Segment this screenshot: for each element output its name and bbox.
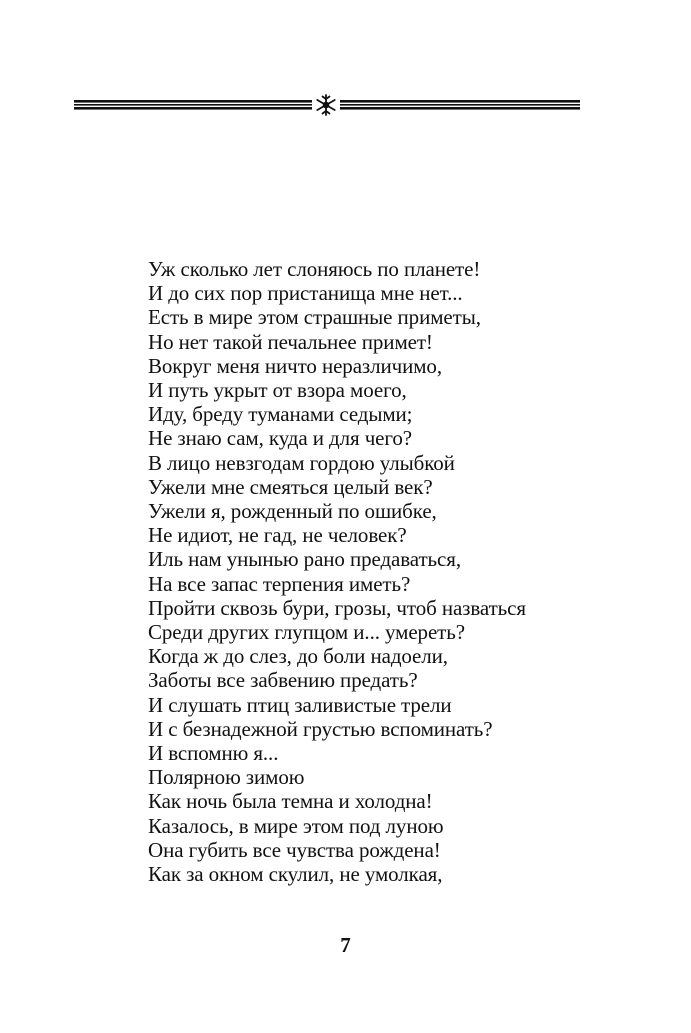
poem-line: Когда ж до слез, до боли надоели, xyxy=(148,644,448,669)
snowflake-ornament-icon xyxy=(317,95,334,115)
poem-line: Иду, бреду туманами седыми; xyxy=(148,402,413,427)
poem-line: Среди других глупцом и... умереть? xyxy=(148,620,465,645)
poem-line: На все запас терпения иметь? xyxy=(148,571,411,596)
poem-line: Есть в мире этом страшные приметы, xyxy=(148,305,481,330)
poem-line: Иль нам унынью рано предаваться, xyxy=(148,547,461,572)
poem-line: И путь укрыт от взора моего, xyxy=(148,378,407,403)
poem-line: И с безнадежной грустью вспоминать? xyxy=(148,716,493,741)
poem-line: Она губить все чувства рождена! xyxy=(148,837,441,862)
poem-text xyxy=(148,257,526,886)
poem-line: И вспомню я... xyxy=(148,741,279,766)
poem-line: Как ночь была темна и холодна! xyxy=(148,789,433,814)
poem-line: И до сих пор пристанища мне нет... xyxy=(148,281,463,306)
poem-line: Полярною зимою xyxy=(148,765,305,790)
poem-line: Не знаю сам, куда и для чего? xyxy=(148,426,413,451)
poem-line: Но нет такой печальнее примет! xyxy=(148,329,433,354)
page-number: 7 xyxy=(340,933,351,957)
ornamental-divider xyxy=(74,93,580,117)
poem-line: И слушать птиц заливистые трели xyxy=(148,692,452,717)
poem-line: Не идиот, не гад, не человек? xyxy=(148,523,407,548)
poem-line: Ужели мне смеяться целый век? xyxy=(148,474,433,499)
poem-line: Ужели я, рожденный по ошибке, xyxy=(148,499,437,524)
poem-line: Казалось, в мире этом под луною xyxy=(148,813,444,838)
poem-line: Пройти сквозь бури, грозы, чтоб назваться xyxy=(148,595,526,620)
poem-line: Заботы все забвению предать? xyxy=(148,668,418,693)
poem-line: Уж сколько лет слоняюсь по планете! xyxy=(148,257,481,281)
poem-line: Как за окном скулил, не умолкая, xyxy=(148,862,443,887)
poem-line: Вокруг меня ничто неразличимо, xyxy=(148,353,442,378)
poem-line: В лицо невзгодам гордою улыбкой xyxy=(148,450,455,475)
